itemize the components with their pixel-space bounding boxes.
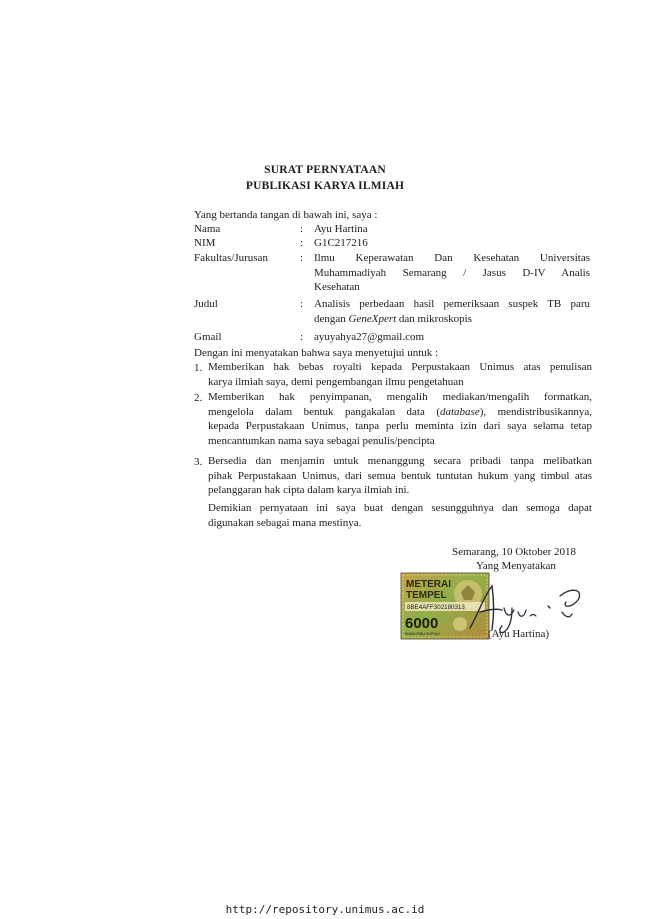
item-number: 3. <box>194 456 203 468</box>
list-item <box>208 455 592 499</box>
item-italic-term: database <box>439 405 480 418</box>
field-colon: : <box>300 223 304 235</box>
judul-line <box>314 312 590 327</box>
list-item <box>208 361 592 390</box>
item-line: pihak Perpustakaan Unimus, dari semua bentuk tuntutan hukum yang timbul atas <box>208 469 592 482</box>
statement-text: Dengan ini menyatakan bahwa saya menyetujui untuk : <box>194 347 439 359</box>
field-colon: : <box>300 298 304 310</box>
field-value-judul <box>314 297 590 326</box>
item-text: ), mendistribusikannya, <box>479 405 592 418</box>
place-date: Semarang, 10 Oktober 2018 <box>452 546 577 558</box>
fakultas-line: Muhammadiyah Semarang / Jasus D-IV Analis <box>314 266 590 279</box>
item-number: 2. <box>194 392 203 404</box>
item-line <box>208 406 592 421</box>
item-line: Memberikan hak bebas royalti kepada Perpustakaan Unimus atas penulisan <box>208 361 592 373</box>
field-label-nim: NIM <box>194 237 216 249</box>
document-subtitle: PUBLIKASI KARYA ILMIAH <box>245 180 405 192</box>
stamp-value: 6000 <box>405 615 439 632</box>
field-colon: : <box>300 252 304 264</box>
item-line: kepada Perpustakaan Unimus, tanpa perlu meminta izin dari saya selama tetap <box>208 420 592 432</box>
list-item <box>208 391 592 449</box>
stamp-value-words: ENAM RIBU RUPIAH <box>405 632 440 636</box>
signer-role: Yang Menyatakan <box>476 560 556 572</box>
item-line: Memberikan hak penyimpanan, mengalih mediakan/mengalih formatkan, <box>208 391 592 403</box>
stamp-label-top: METERAI <box>406 579 451 590</box>
judul-italic-term: GeneXpert <box>348 312 397 325</box>
signer-name: (Ayu Hartina) <box>488 628 549 640</box>
item-number: 1. <box>194 362 203 374</box>
closing-line: Demikian pernyataan ini saya buat dengan sesungguhnya dan semoga dapat <box>208 502 592 514</box>
closing-line: digunakan sebagai mana mestinya. <box>208 516 362 529</box>
judul-line: Analisis perbedaan hasil pemeriksaan suspek TB paru <box>314 298 590 310</box>
item-line: pelanggaran hak cipta dalam karya ilmiah ini. <box>208 484 410 496</box>
document-title: SURAT PERNYATAAN <box>264 164 386 176</box>
field-value-fakultas <box>314 251 590 295</box>
item-text: mengelola dalam bentuk pangakalan data ( <box>208 405 440 418</box>
field-value-gmail: ayuyahya27@gmail.com <box>314 331 425 343</box>
field-label-gmail: Gmail <box>194 331 222 343</box>
footer-url: http://repository.unimus.ac.id <box>225 903 425 916</box>
intro-text: Yang bertanda tangan di bawah ini, saya : <box>194 209 378 221</box>
item-line: Bersedia dan menjamin untuk menanggung secara pribadi tanpa melibatkan <box>208 455 592 467</box>
field-value-nim: G1C217216 <box>314 237 368 249</box>
field-label-nama: Nama <box>194 223 221 235</box>
field-colon: : <box>300 331 304 343</box>
field-label-judul: Judul <box>194 298 218 310</box>
field-colon: : <box>300 237 304 249</box>
field-label-fakultas: Fakultas/Jurusan <box>194 252 268 264</box>
fakultas-line: Ilmu Keperawatan Dan Kesehatan Universitas <box>314 252 590 264</box>
item-line: karya ilmiah saya, demi pengembangan ilmu pengetahuan <box>208 375 464 388</box>
closing-paragraph <box>208 502 592 531</box>
field-value-nama: Ayu Hartina <box>314 223 368 235</box>
stamp-serial: 8BE4AFF302180313 <box>407 604 465 611</box>
fakultas-line: Kesehatan <box>314 281 360 293</box>
item-line: mencantumkan nama saya sebagai penulis/pencipta <box>208 434 435 447</box>
judul-text: dengan <box>314 312 349 325</box>
stamp-label-mid: TEMPEL <box>406 590 447 601</box>
judul-text: dan mikroskopis <box>396 312 472 325</box>
